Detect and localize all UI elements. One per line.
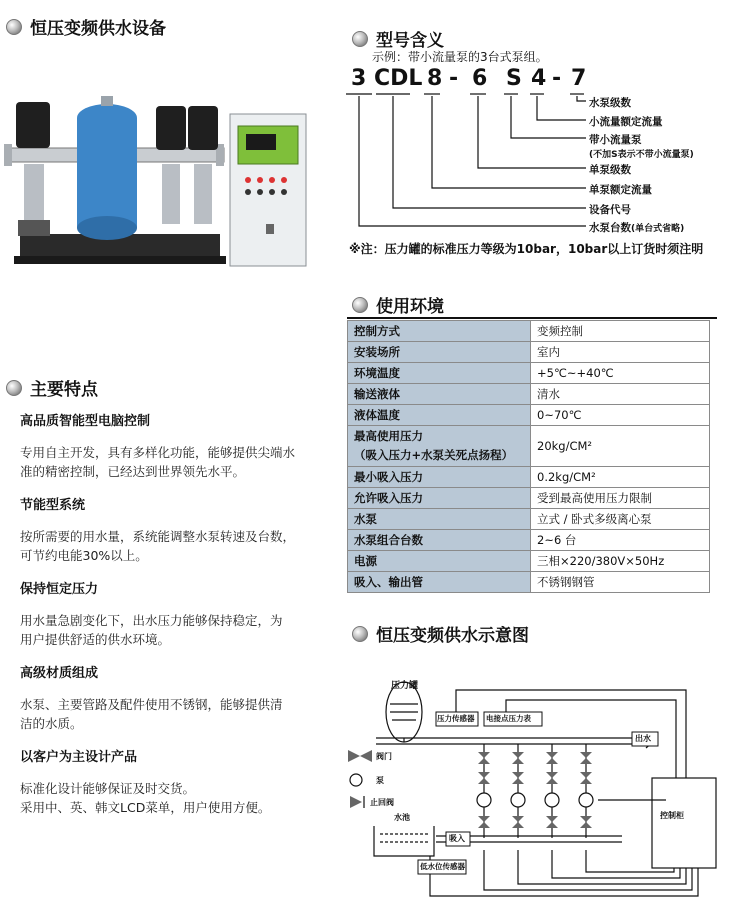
feature-text: 可节约电能30%以上。 [20,548,148,563]
feature-text: 用水量急剧变化下，出水压力能够保持稳定，为 [20,613,283,628]
table-row [348,467,710,488]
section-title-text: 主要特点 [30,380,98,400]
env-key: 水泵组合台数 [348,530,531,551]
model-code-stage: 6 [472,66,488,91]
feature-text: 标准化设计能够保证及时交货。 [20,781,196,796]
table-row [348,572,710,593]
diagram-contact-gauge-label: 电接点压力表 [486,714,531,723]
model-code-flow: 8 [427,66,443,91]
table-row [348,342,710,363]
legend-check-valve-label: 止回阀 [370,798,394,807]
section-title-text: 恒压变频供水设备 [30,19,166,39]
model-code-small-flow: 4 [531,66,547,91]
feature-text: 专用自主开发，具有多样化功能，能够提供尖端水 [20,445,296,460]
table-row [348,405,710,426]
env-value: 室内 [531,342,710,363]
feature-item [20,746,330,830]
env-key-line: （吸入压力+水泵关死点扬程） [354,448,514,462]
section-title-diagram [352,621,529,646]
model-label-pump-count [589,220,684,235]
section-title-text: 恒压变频供水示意图 [376,626,529,646]
table-row [348,488,710,509]
model-label-small-flow: 小流量额定流量 [589,116,663,128]
env-value: 清水 [531,384,710,405]
pump-count-note: (单台式省略) [631,224,685,234]
feature-text: 水泵、主要管路及配件使用不锈钢，能够提供清 [20,697,283,712]
bullet-icon [352,297,368,313]
section-title-features [6,375,98,400]
schematic-diagram [346,660,724,900]
env-value: 变频控制 [531,321,710,342]
section-title-equipment [6,14,166,39]
model-example: 示例：带小流量泵的3台式泵组。 [372,50,548,64]
table-row [348,426,710,467]
bullet-icon [6,380,22,396]
diagram-pressure-sensor-label: 压力传感器 [437,714,475,723]
model-leader-lines [340,92,590,237]
environment-table-top-rule [347,317,717,319]
feature-heading: 保持恒定压力 [20,582,99,597]
env-key-line: 最高使用压力 [354,429,423,443]
bullet-icon [6,19,22,35]
feature-item [20,410,330,494]
bullet-icon [352,31,368,47]
feature-item [20,662,330,746]
diagram-inlet-label: 吸入 [449,834,465,843]
diagram-low-level-sensor-label: 低水位传感器 [420,862,465,871]
env-value: 三相×220/380V×50Hz [531,551,710,572]
table-row [348,530,710,551]
env-key: 水泵 [348,509,531,530]
model-label-stage: 水泵级数 [589,97,631,109]
feature-text: 洁的水质。 [20,716,83,731]
model-label-small-pump-note: (不加S表示不带小流量泵) [589,150,694,160]
env-key [348,426,531,467]
feature-heading: 高品质智能型电脑控制 [20,414,151,429]
diagram-outlet-label: 出水 [635,734,651,743]
env-value: 不锈钢钢管 [531,572,710,593]
model-note: ※注：压力罐的标准压力等级为10bar，10bar以上订货时须注明 [349,242,704,256]
env-key: 电源 [348,551,531,572]
feature-text: 按所需要的用水量，系统能调整水泵转速及台数， [20,529,296,544]
env-value: 20kg/CM² [531,426,710,467]
model-code-small-stage: 7 [571,66,587,91]
legend-pump-label: 泵 [376,776,384,785]
table-row [348,363,710,384]
table-row [348,321,710,342]
diagram-pool-label: 水池 [394,813,410,822]
legend-valve-label: 阀门 [376,752,392,761]
env-key: 安装场所 [348,342,531,363]
env-value: 受到最高使用压力限制 [531,488,710,509]
feature-heading: 高级材质组成 [20,666,99,681]
model-code-count: 3 [351,66,367,91]
model-label-small-pump: 带小流量泵 [589,134,642,146]
env-key: 吸入、输出管 [348,572,531,593]
diagram-tank-label: 压力罐 [391,681,419,691]
diagram-control-cabinet-label: 控制柜 [660,811,684,820]
feature-text: 用户提供舒适的供水环境。 [20,632,171,647]
section-title-text: 使用环境 [376,297,444,317]
table-row [348,384,710,405]
feature-item [20,494,330,578]
model-label-unit-stage: 单泵级数 [589,164,631,176]
feature-item [20,578,330,662]
environment-table [347,320,710,593]
env-key: 输送液体 [348,384,531,405]
model-label-unit-flow: 单泵额定流量 [589,184,652,196]
bullet-icon [352,626,368,642]
feature-text: 准的精密控制，已经达到世界领先水平。 [20,464,246,479]
feature-text: 采用中、英、韩文LCD菜单，用户使用方便。 [20,800,271,815]
env-key: 液体温度 [348,405,531,426]
env-key: 最小吸入压力 [348,467,531,488]
feature-list [20,410,330,830]
model-label-device-code: 设备代号 [589,204,631,216]
env-value: 立式 / 卧式多级离心泵 [531,509,710,530]
env-value: 0~70℃ [531,405,710,426]
model-code-dash: - [449,66,459,91]
table-row [348,551,710,572]
model-code-small: S [506,66,522,91]
section-title-environment [352,292,444,317]
env-key: 环境温度 [348,363,531,384]
env-key: 控制方式 [348,321,531,342]
equipment-photo [4,84,326,282]
model-code-series: CDL [374,66,423,91]
table-row [348,509,710,530]
env-value: 0.2kg/CM² [531,467,710,488]
section-title-text: 型号含义 [376,31,444,51]
env-value: +5℃~+40℃ [531,363,710,384]
feature-heading: 以客户为主设计产品 [20,750,138,765]
pump-count-text: 水泵台数 [589,222,631,234]
env-key: 允许吸入压力 [348,488,531,509]
env-value: 2~6 台 [531,530,710,551]
feature-heading: 节能型系统 [20,498,86,513]
model-code-dash: - [552,66,562,91]
